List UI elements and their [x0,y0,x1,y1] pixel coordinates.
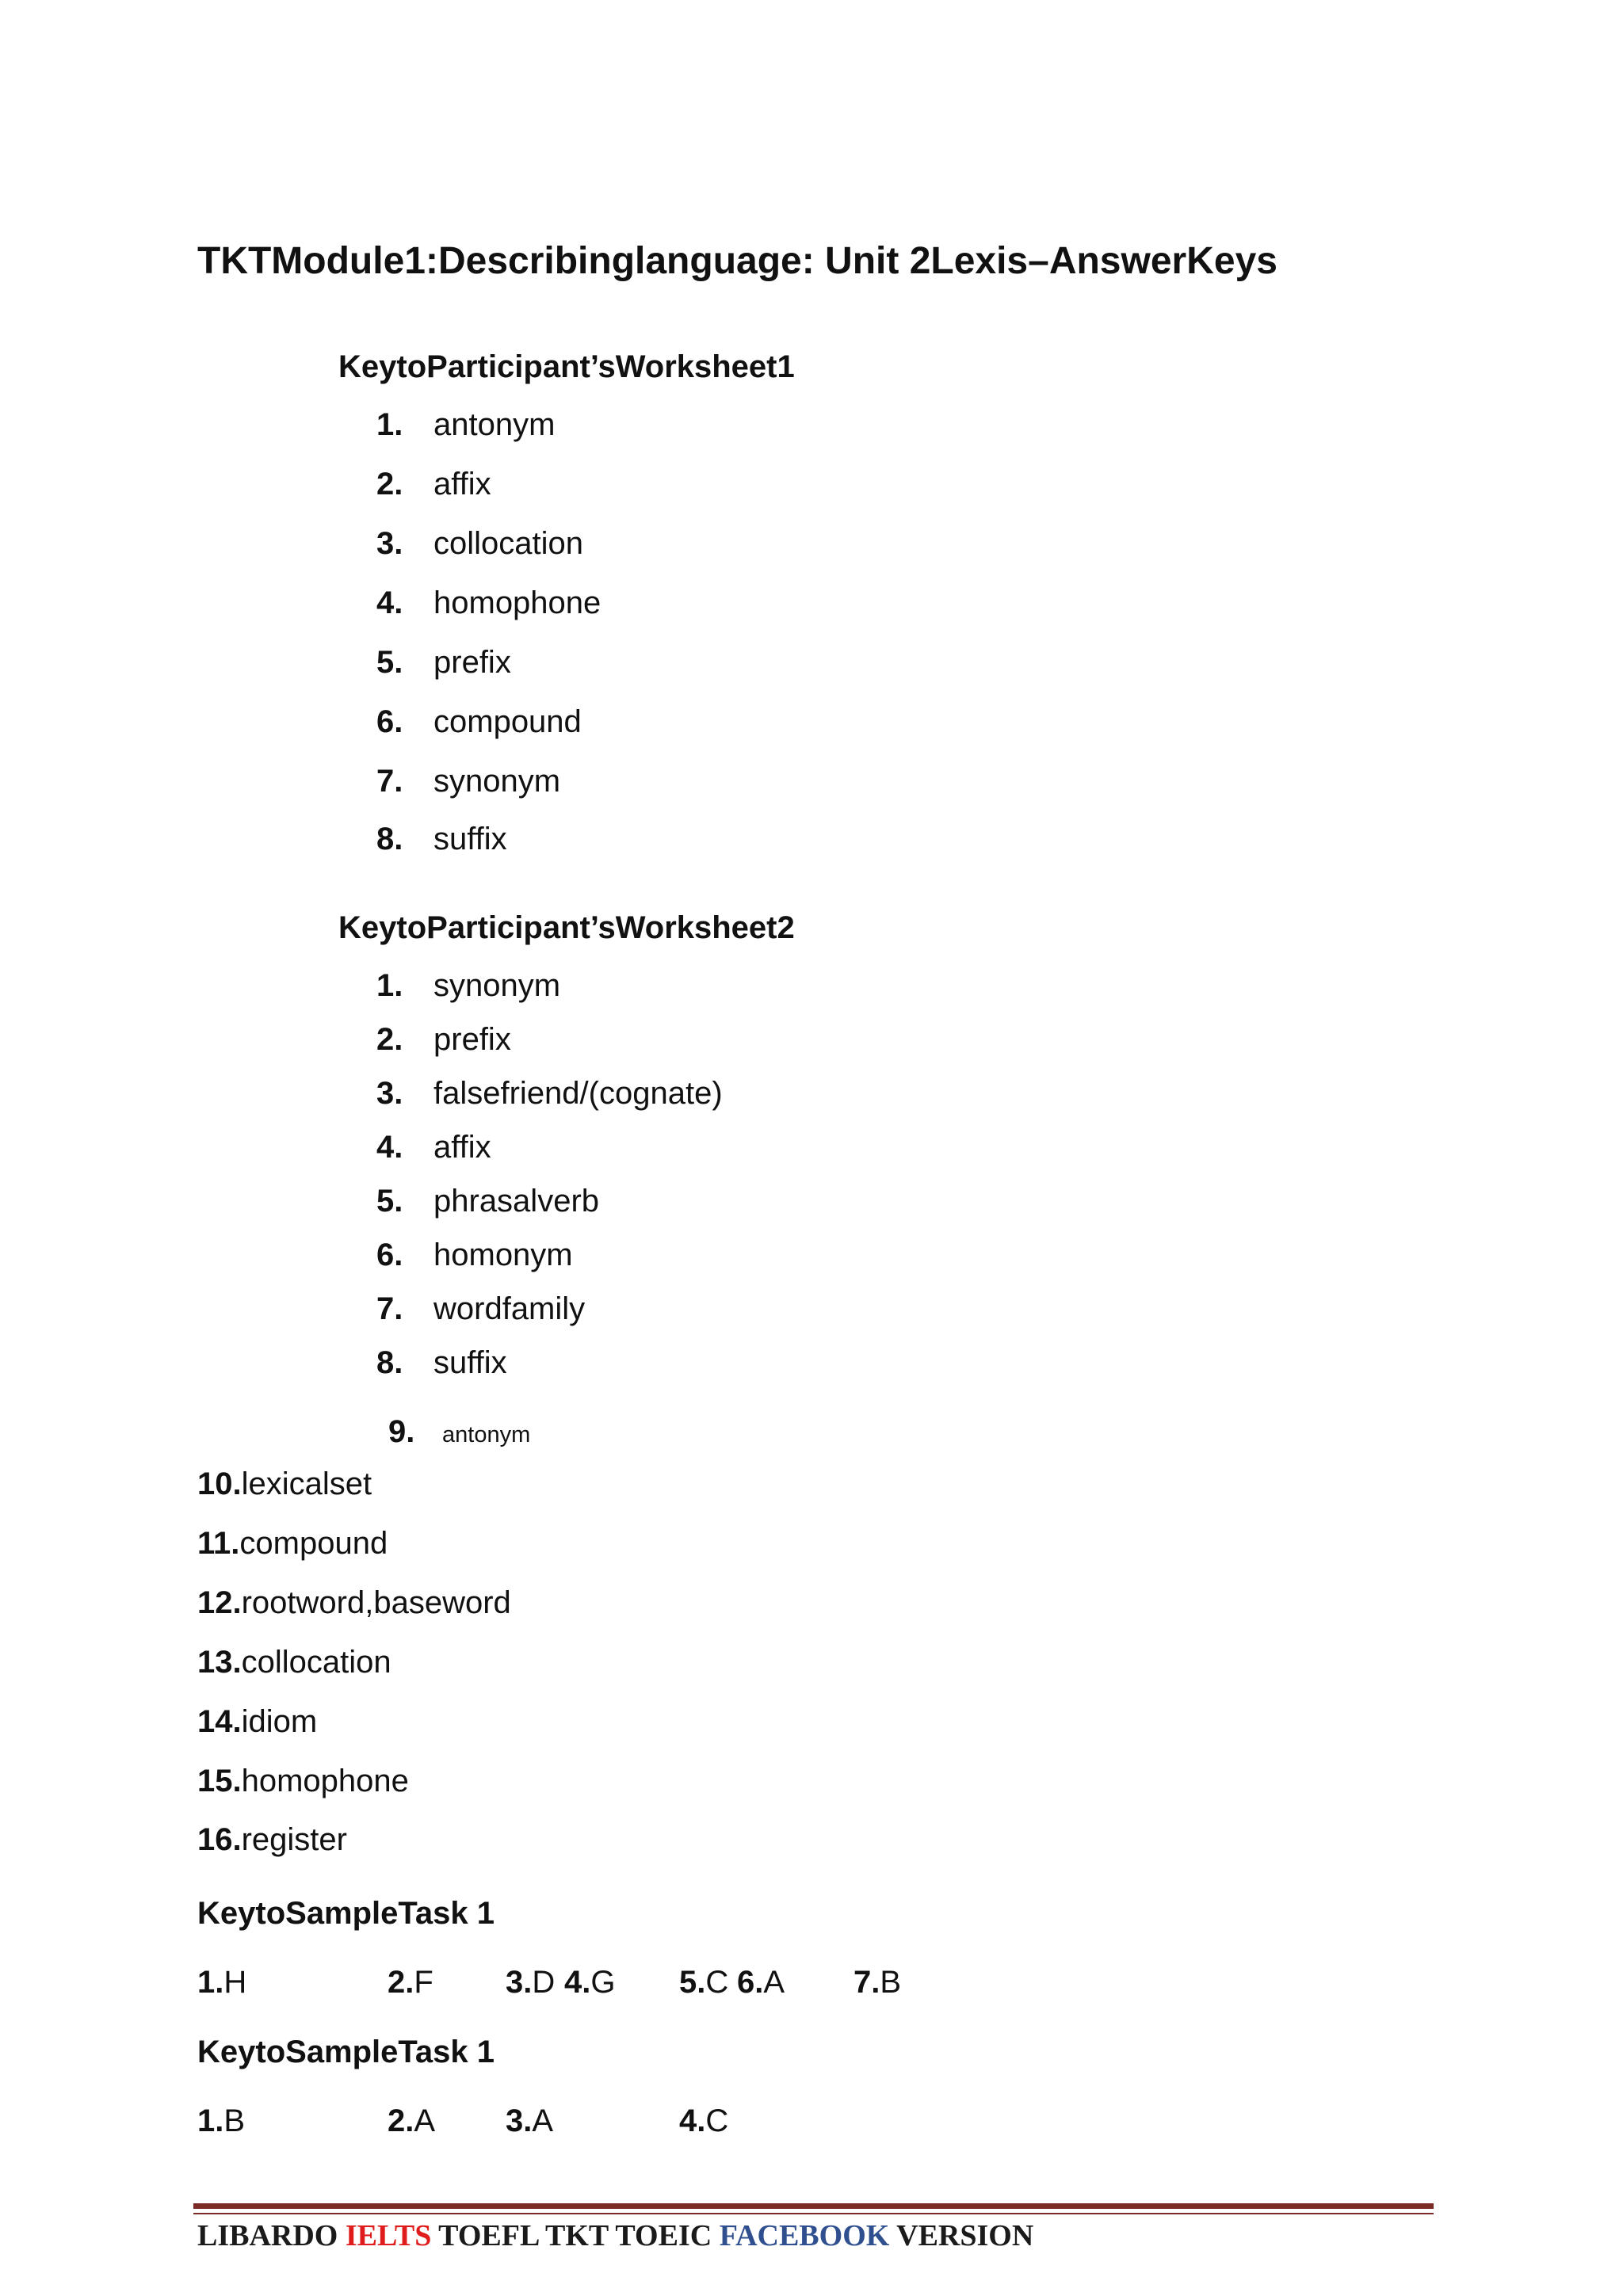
answer-number: 2. [388,1965,414,2000]
answer-key [197,1965,246,2000]
answer-key [506,1965,555,2000]
list-item [197,1466,372,1502]
item-text: collocation [433,526,584,561]
item-number: 15. [197,1764,242,1798]
item-number: 5. [376,645,403,680]
item-text: register [241,1822,347,1857]
item-number: 16. [197,1822,242,1857]
item-number: 3. [376,526,403,561]
footer-text: LIBARDO [197,2219,346,2252]
list-item [197,1704,317,1740]
sample-task-heading: KeytoSampleTask 1 [197,2035,495,2069]
answer-key [506,2103,553,2139]
item-text: wordfamily [433,1291,586,1326]
worksheet2-heading: KeytoParticipant’sWorksheet2 [338,910,795,945]
item-text: falsefriend/(cognate) [433,1076,723,1111]
answer-letter: F [414,1965,433,2000]
answer-number: 4. [564,1965,591,2000]
item-text: homonym [433,1238,573,1272]
item-text: homophone [433,585,601,620]
item-number: 13. [197,1645,242,1680]
page-title: TKTModule1:Describinglanguage: Unit 2Lexis–AnswerKeys [197,240,1277,282]
item-number: 7. [376,764,403,799]
item-text: affix [433,1130,491,1165]
item-text: antonym [442,1422,531,1447]
item-text: suffix [433,1345,507,1380]
list-item [197,1822,347,1858]
answer-key [388,2103,435,2139]
answer-key [388,1965,433,2000]
item-text: antonym [433,407,556,442]
item-number: 8. [376,1345,403,1380]
answer-letter: G [590,1965,616,2000]
answer-letter: C [705,2103,729,2138]
answer-letter: A [763,1965,785,2000]
item-number: 7. [376,1291,403,1326]
answer-number: 3. [506,1965,533,2000]
answer-number: 2. [388,2103,414,2138]
sample-task-heading: KeytoSampleTask 1 [197,1896,495,1931]
item-text: affix [433,467,491,502]
answer-letter: C [705,1965,729,2000]
worksheet1-heading: KeytoParticipant’sWorksheet1 [338,349,795,384]
answer-key [854,1965,901,2000]
item-number: 2. [376,467,403,502]
item-text: lexicalset [241,1466,372,1501]
answer-number: 7. [854,1965,880,2000]
item-number: 8. [376,822,403,856]
answer-letter: D [532,1965,556,2000]
answer-key [197,2103,245,2139]
item-number: 6. [376,704,403,739]
item-text: rootword,baseword [241,1585,511,1620]
footer-rule [193,2203,1434,2209]
item-number: 4. [376,585,403,620]
list-item [197,1526,388,1562]
item-number: 1. [376,407,403,442]
answer-letter: H [223,1965,247,2000]
footer-text: VERSION [889,2219,1034,2252]
item-number: 4. [376,1130,403,1165]
answer-number: 5. [679,1965,706,2000]
item-text: prefix [433,1022,511,1057]
answer-number: 6. [737,1965,764,2000]
answer-number: 4. [679,2103,706,2138]
item-number: 1. [376,968,403,1003]
item-number: 12. [197,1585,242,1620]
footer-rule-thin [193,2213,1434,2214]
footer-text: TOEFL TKT TOEIC [431,2219,720,2252]
item-number: 2. [376,1022,403,1057]
item-text: idiom [241,1704,318,1739]
item-text: prefix [433,645,511,680]
answer-number: 1. [197,2103,224,2138]
item-number: 10. [197,1466,242,1501]
list-item [197,1764,409,1799]
item-text: synonym [433,764,561,799]
answer-key [564,1965,615,2000]
list-item [197,1585,511,1621]
item-text: synonym [433,968,561,1003]
answer-letter: A [414,2103,436,2138]
item-text: compound [239,1526,388,1561]
answer-number: 1. [197,1965,224,2000]
item-number: 11. [197,1526,240,1561]
answer-letter: B [880,1965,902,2000]
answer-number: 3. [506,2103,533,2138]
footer [197,2218,1033,2253]
item-number: 3. [376,1076,403,1111]
answer-letter: A [532,2103,554,2138]
item-text: suffix [433,822,507,856]
list-item [197,1645,391,1680]
answer-key [679,1965,728,2000]
item-text: compound [433,704,582,739]
item-number: 5. [376,1184,403,1219]
item-number: 14. [197,1704,242,1739]
footer-facebook: FACEBOOK [719,2219,890,2252]
answer-key [737,1965,785,2000]
item-number: 6. [376,1238,403,1272]
answer-key [679,2103,728,2139]
answer-letter: B [223,2103,246,2138]
item-text: homophone [241,1764,409,1798]
item-text: phrasalverb [433,1184,600,1219]
item-number: 9. [388,1414,415,1449]
footer-ielts: IELTS [345,2219,432,2252]
item-text: collocation [241,1645,391,1680]
